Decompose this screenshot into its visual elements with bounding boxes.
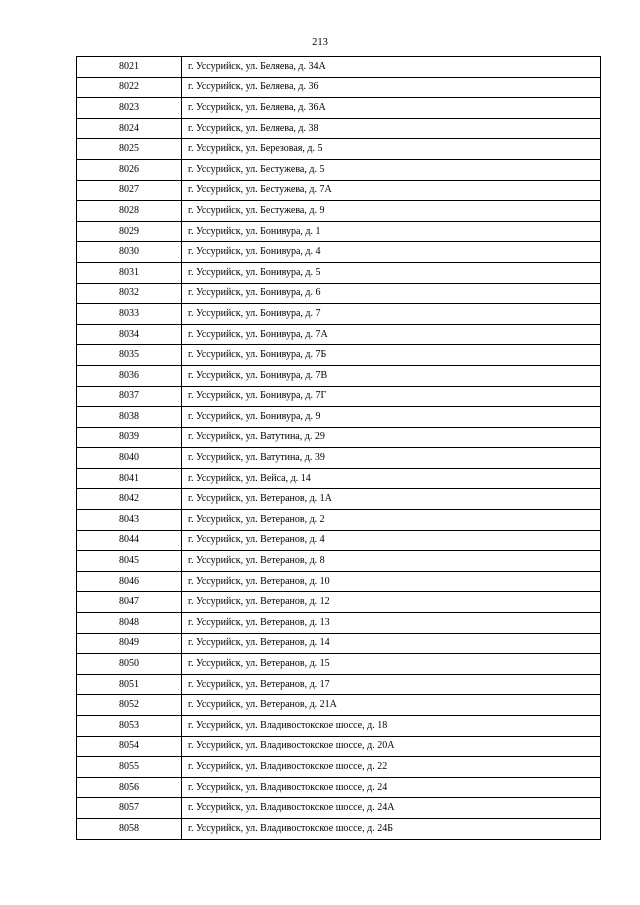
table-row	[77, 427, 601, 448]
table-row	[77, 407, 601, 428]
table-row	[77, 716, 601, 737]
row-number-cell: 8044	[77, 530, 182, 551]
address-cell: г. Уссурийск, ул. Ветеранов, д. 21А	[182, 695, 601, 716]
table-row	[77, 304, 601, 325]
row-number-cell: 8027	[77, 180, 182, 201]
address-cell: г. Уссурийск, ул. Бонивура, д. 7Б	[182, 345, 601, 366]
address-cell: г. Уссурийск, ул. Вейса, д. 14	[182, 468, 601, 489]
address-cell: г. Уссурийск, ул. Ветеранов, д. 4	[182, 530, 601, 551]
row-number-cell: 8058	[77, 818, 182, 839]
address-cell: г. Уссурийск, ул. Владивостокское шоссе, д. 24	[182, 777, 601, 798]
table-row	[77, 77, 601, 98]
address-cell: г. Уссурийск, ул. Ветеранов, д. 14	[182, 633, 601, 654]
table-row	[77, 118, 601, 139]
table-row	[77, 262, 601, 283]
address-cell: г. Уссурийск, ул. Ветеранов, д. 15	[182, 654, 601, 675]
address-cell: г. Уссурийск, ул. Бестужева, д. 7А	[182, 180, 601, 201]
address-cell: г. Уссурийск, ул. Бонивура, д. 6	[182, 283, 601, 304]
row-number-cell: 8040	[77, 448, 182, 469]
table-row	[77, 201, 601, 222]
address-cell: г. Уссурийск, ул. Беляева, д. 36	[182, 77, 601, 98]
row-number-cell: 8055	[77, 757, 182, 778]
row-number-cell: 8039	[77, 427, 182, 448]
table-row	[77, 489, 601, 510]
page-number: 213	[312, 37, 328, 48]
address-cell: г. Уссурийск, ул. Березовая, д. 5	[182, 139, 601, 160]
row-number-cell: 8036	[77, 365, 182, 386]
table-row	[77, 365, 601, 386]
address-table	[76, 56, 601, 840]
address-cell: г. Уссурийск, ул. Бонивура, д. 7	[182, 304, 601, 325]
table-row	[77, 571, 601, 592]
address-cell: г. Уссурийск, ул. Бестужева, д. 5	[182, 159, 601, 180]
table-row	[77, 530, 601, 551]
row-number-cell: 8042	[77, 489, 182, 510]
table-row	[77, 695, 601, 716]
row-number-cell: 8048	[77, 613, 182, 634]
table-row	[77, 818, 601, 839]
address-cell: г. Уссурийск, ул. Ватутина, д. 39	[182, 448, 601, 469]
row-number-cell: 8056	[77, 777, 182, 798]
row-number-cell: 8057	[77, 798, 182, 819]
table-row	[77, 221, 601, 242]
row-number-cell: 8047	[77, 592, 182, 613]
table-row	[77, 159, 601, 180]
table-row	[77, 510, 601, 531]
address-cell: г. Уссурийск, ул. Беляева, д. 38	[182, 118, 601, 139]
table-row	[77, 777, 601, 798]
table-row	[77, 386, 601, 407]
row-number-cell: 8050	[77, 654, 182, 675]
row-number-cell: 8052	[77, 695, 182, 716]
address-cell: г. Уссурийск, ул. Ветеранов, д. 2	[182, 510, 601, 531]
address-cell: г. Уссурийск, ул. Ветеранов, д. 10	[182, 571, 601, 592]
row-number-cell: 8023	[77, 98, 182, 119]
row-number-cell: 8024	[77, 118, 182, 139]
row-number-cell: 8045	[77, 551, 182, 572]
table-row	[77, 139, 601, 160]
row-number-cell: 8051	[77, 674, 182, 695]
table-row	[77, 242, 601, 263]
table-row	[77, 180, 601, 201]
row-number-cell: 8038	[77, 407, 182, 428]
address-cell: г. Уссурийск, ул. Бонивура, д. 1	[182, 221, 601, 242]
address-cell: г. Уссурийск, ул. Бестужева, д. 9	[182, 201, 601, 222]
table-row	[77, 798, 601, 819]
row-number-cell: 8028	[77, 201, 182, 222]
row-number-cell: 8034	[77, 324, 182, 345]
address-cell: г. Уссурийск, ул. Бонивура, д. 9	[182, 407, 601, 428]
table-row	[77, 592, 601, 613]
row-number-cell: 8041	[77, 468, 182, 489]
row-number-cell: 8043	[77, 510, 182, 531]
address-cell: г. Уссурийск, ул. Владивостокское шоссе, д. 18	[182, 716, 601, 737]
table-row	[77, 57, 601, 78]
address-cell: г. Уссурийск, ул. Беляева, д. 34А	[182, 57, 601, 78]
row-number-cell: 8026	[77, 159, 182, 180]
address-cell: г. Уссурийск, ул. Ветеранов, д. 12	[182, 592, 601, 613]
row-number-cell: 8054	[77, 736, 182, 757]
address-cell: г. Уссурийск, ул. Бонивура, д. 5	[182, 262, 601, 283]
address-table-body	[77, 57, 601, 840]
row-number-cell: 8046	[77, 571, 182, 592]
row-number-cell: 8022	[77, 77, 182, 98]
row-number-cell: 8032	[77, 283, 182, 304]
address-cell: г. Уссурийск, ул. Бонивура, д. 7Г	[182, 386, 601, 407]
row-number-cell: 8049	[77, 633, 182, 654]
table-row	[77, 674, 601, 695]
row-number-cell: 8035	[77, 345, 182, 366]
address-cell: г. Уссурийск, ул. Ветеранов, д. 8	[182, 551, 601, 572]
table-row	[77, 448, 601, 469]
table-row	[77, 654, 601, 675]
table-row	[77, 613, 601, 634]
table-row	[77, 551, 601, 572]
address-cell: г. Уссурийск, ул. Бонивура, д. 4	[182, 242, 601, 263]
row-number-cell: 8053	[77, 716, 182, 737]
row-number-cell: 8033	[77, 304, 182, 325]
address-cell: г. Уссурийск, ул. Бонивура, д. 7А	[182, 324, 601, 345]
address-cell: г. Уссурийск, ул. Владивостокское шоссе, д. 24Б	[182, 818, 601, 839]
row-number-cell: 8031	[77, 262, 182, 283]
address-cell: г. Уссурийск, ул. Бонивура, д. 7В	[182, 365, 601, 386]
table-row	[77, 345, 601, 366]
table-row	[77, 736, 601, 757]
address-cell: г. Уссурийск, ул. Ватутина, д. 29	[182, 427, 601, 448]
address-cell: г. Уссурийск, ул. Ветеранов, д. 1А	[182, 489, 601, 510]
table-row	[77, 757, 601, 778]
address-cell: г. Уссурийск, ул. Владивостокское шоссе, д. 20А	[182, 736, 601, 757]
row-number-cell: 8037	[77, 386, 182, 407]
address-cell: г. Уссурийск, ул. Ветеранов, д. 13	[182, 613, 601, 634]
table-row	[77, 98, 601, 119]
table-row	[77, 633, 601, 654]
row-number-cell: 8029	[77, 221, 182, 242]
row-number-cell: 8021	[77, 57, 182, 78]
address-cell: г. Уссурийск, ул. Владивостокское шоссе, д. 22	[182, 757, 601, 778]
table-row	[77, 468, 601, 489]
row-number-cell: 8030	[77, 242, 182, 263]
table-row	[77, 324, 601, 345]
table-row	[77, 283, 601, 304]
address-cell: г. Уссурийск, ул. Владивостокское шоссе, д. 24А	[182, 798, 601, 819]
address-cell: г. Уссурийск, ул. Беляева, д. 36А	[182, 98, 601, 119]
row-number-cell: 8025	[77, 139, 182, 160]
address-cell: г. Уссурийск, ул. Ветеранов, д. 17	[182, 674, 601, 695]
